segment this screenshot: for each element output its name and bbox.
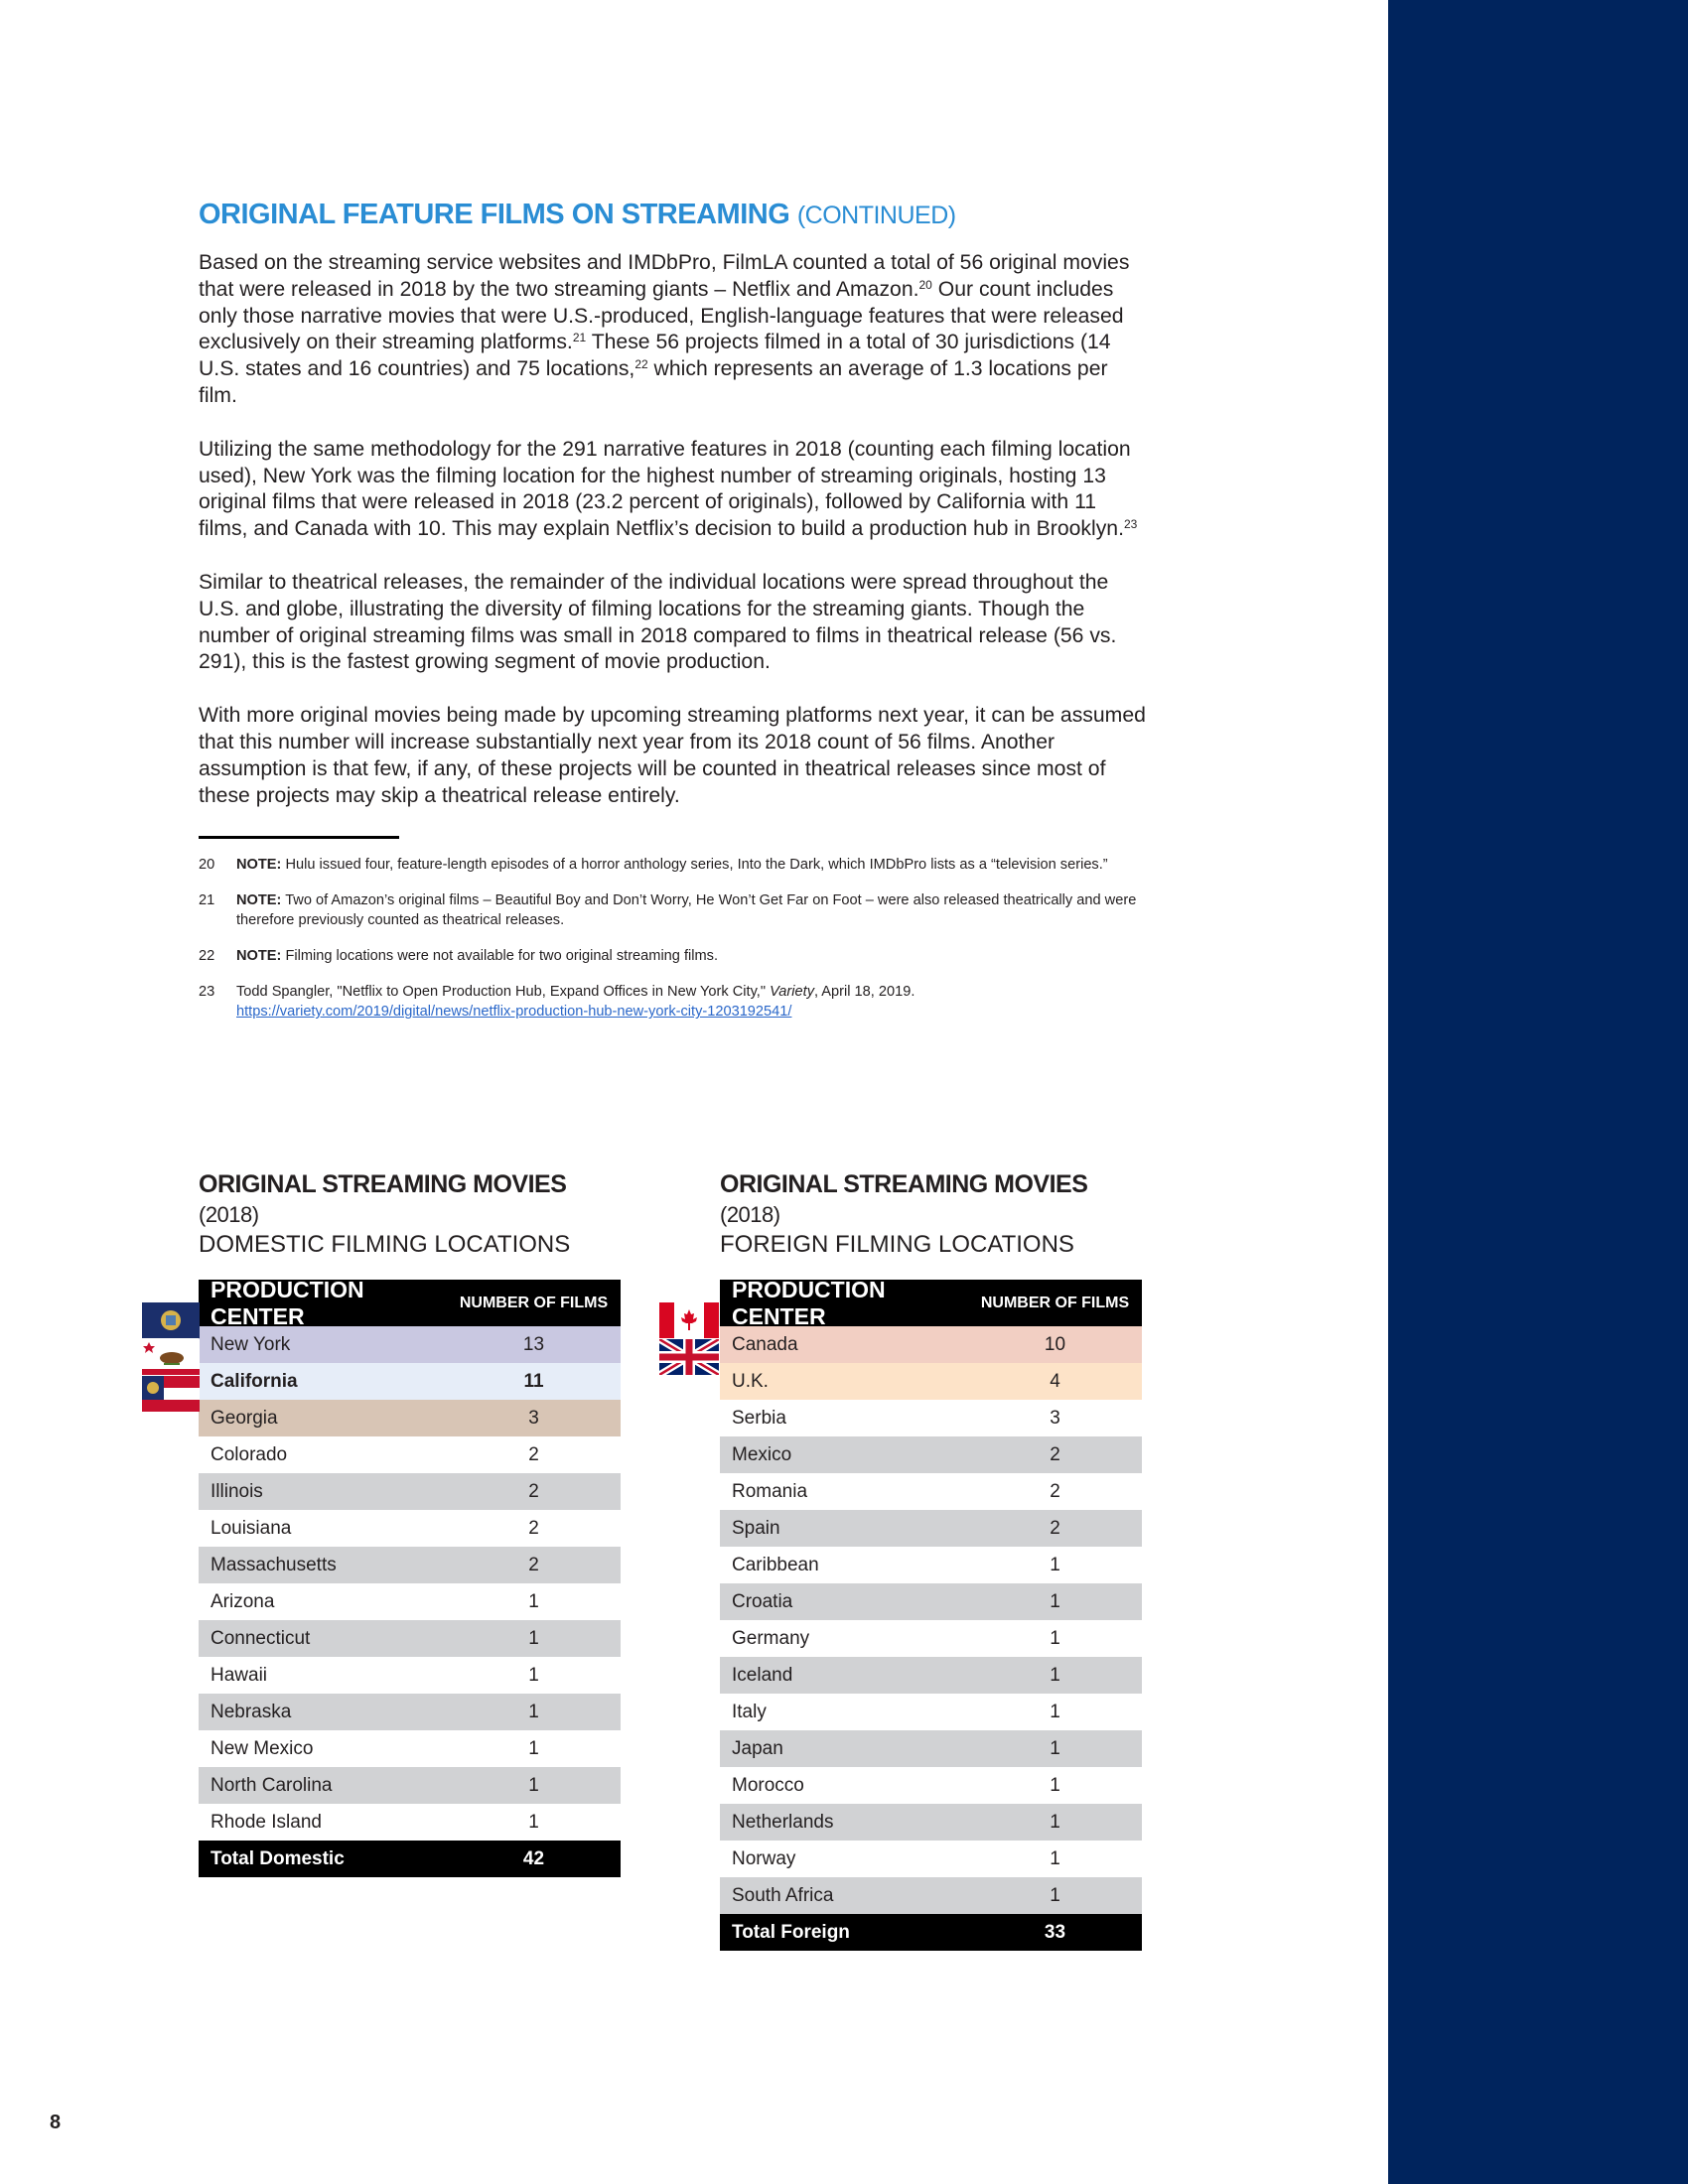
production-center-cell: Romania	[732, 1480, 808, 1502]
foreign-table-title: ORIGINAL STREAMING MOVIES (2018)	[720, 1170, 1088, 1227]
number-of-films-cell: 11	[523, 1370, 544, 1392]
production-center-cell: Connecticut	[211, 1627, 311, 1649]
number-of-films-cell: 13	[522, 1333, 545, 1355]
number-of-films-cell: 2	[1050, 1517, 1060, 1539]
paragraph-2	[199, 437, 1147, 543]
production-center-cell: Serbia	[732, 1407, 786, 1429]
table-row	[199, 1547, 621, 1583]
foreign-table-subtitle: FOREIGN FILMING LOCATIONS	[720, 1231, 1074, 1258]
heading-continued: (CONTINUED)	[796, 202, 956, 229]
footnote-label: NOTE:	[236, 857, 282, 874]
navy-sidebar-band	[1388, 0, 1688, 2184]
production-center-cell: California	[211, 1370, 298, 1392]
domestic-total-row	[199, 1841, 621, 1877]
canada-flag-icon	[659, 1302, 719, 1338]
california-flag-icon	[142, 1339, 200, 1375]
number-of-films-cell: 1	[528, 1737, 539, 1759]
number-of-films-cell: 4	[1050, 1370, 1060, 1392]
new-york-flag-icon	[142, 1302, 200, 1338]
number-of-films-cell: 3	[528, 1407, 539, 1429]
page-number: 8	[50, 2112, 62, 2133]
footnote-ref-20: 20	[918, 277, 932, 292]
footnote-ref-23: 23	[1123, 517, 1138, 532]
table-row	[199, 1657, 621, 1694]
table-row	[720, 1841, 1142, 1877]
production-center-cell: Illinois	[211, 1480, 263, 1502]
footnote-23	[199, 982, 1147, 1022]
production-center-cell: North Carolina	[211, 1774, 333, 1796]
production-center-cell: South Africa	[732, 1884, 834, 1906]
number-of-films-cell: 1	[1050, 1554, 1060, 1575]
footnote-text: Two of Amazon’s original films – Beautiful Boy and Don’t Worry, He Won’t Get Far on Foot – were also released theatrically and were therefore previously counted as theatrical releases.	[236, 892, 1137, 929]
column-header-production-center: PRODUCTION CENTER	[211, 1276, 364, 1329]
footnote-date: , April 18, 2019.	[814, 984, 915, 1001]
foreign-total-row	[720, 1914, 1142, 1951]
number-of-films-cell: 10	[1044, 1333, 1066, 1355]
production-center-cell: U.K.	[732, 1370, 769, 1392]
table-row	[199, 1767, 621, 1804]
footnote-divider	[199, 836, 399, 839]
number-of-films-cell: 1	[1050, 1884, 1060, 1906]
number-of-films-cell: 1	[1050, 1627, 1060, 1649]
number-of-films-cell: 1	[1050, 1774, 1060, 1796]
footnote-ref-21: 21	[572, 331, 587, 345]
production-center-cell: Colorado	[211, 1443, 288, 1465]
number-of-films-cell: 1	[528, 1627, 539, 1649]
table-row	[199, 1473, 621, 1510]
table-row	[720, 1363, 1142, 1400]
table-row	[720, 1400, 1142, 1436]
domestic-table-header	[199, 1276, 621, 1329]
p2-text: Utilizing the same methodology for the 291 narrative features in 2018 (counting each filming location used), New York was the filming location for the highest number of streaming originals, hosting 13 original films that were released in 2018 (23.2 percent of originals), followed by California with 11 films, and Canada with 10. This may explain Netflix’s decision to build a production hub in Brooklyn.	[199, 437, 1131, 541]
number-of-films-cell: 2	[528, 1554, 539, 1575]
table-row	[720, 1436, 1142, 1473]
footnote-text: Filming locations were not available for two original streaming films.	[281, 948, 719, 965]
number-of-films-cell: 2	[528, 1443, 539, 1465]
number-of-films-cell: 1	[1050, 1737, 1060, 1759]
table-row	[720, 1583, 1142, 1620]
footnote-text: Hulu issued four, feature-length episodes of a horror anthology series, Into the Dark, which IMDbPro lists as a “television series.”	[281, 857, 1108, 874]
foreign-table-block	[720, 1169, 1142, 1951]
number-of-films-cell: 2	[1050, 1443, 1060, 1465]
paragraph-3: Similar to theatrical releases, the remainder of the individual locations were spread throughout the U.S. and globe, illustrating the diversity of filming locations for the streaming giants. Though the number of original streaming films was small in 2018 compared to films in theatrical release (56 vs. 291), this is the fastest growing segment of movie production.	[199, 570, 1117, 674]
table-row	[199, 1400, 621, 1436]
table-row	[720, 1510, 1142, 1547]
footnote-number: 20	[199, 857, 215, 874]
column-header-number-of-films: NUMBER OF FILMS	[459, 1294, 609, 1311]
united-kingdom-flag-icon	[659, 1339, 719, 1375]
table-row	[720, 1804, 1142, 1841]
total-value: 33	[1044, 1921, 1066, 1943]
table-row	[720, 1694, 1142, 1730]
table-row	[720, 1326, 1142, 1363]
production-center-cell: Georgia	[211, 1407, 278, 1429]
p1-part-b: Our count includes only those narrative movies that were U.S.-produced, English-language features that were released exclusively on their streaming platforms.	[199, 277, 1124, 354]
number-of-films-cell: 1	[1050, 1701, 1060, 1722]
number-of-films-cell: 1	[528, 1774, 539, 1796]
domestic-table-subtitle: DOMESTIC FILMING LOCATIONS	[199, 1231, 571, 1258]
production-center-cell: Croatia	[732, 1590, 793, 1612]
footnote-22	[199, 946, 1147, 966]
number-of-films-cell: 2	[528, 1517, 539, 1539]
production-center-cell: New Mexico	[211, 1737, 314, 1759]
foreign-table-year: (2018)	[720, 1202, 780, 1227]
production-center-cell: New York	[211, 1333, 291, 1355]
production-center-cell: Hawaii	[211, 1664, 268, 1686]
table-row	[199, 1510, 621, 1547]
table-row	[720, 1620, 1142, 1657]
number-of-films-cell: 1	[1050, 1847, 1060, 1869]
production-center-cell: Japan	[732, 1737, 783, 1759]
production-center-cell: Morocco	[732, 1774, 804, 1796]
table-row	[199, 1730, 621, 1767]
production-center-cell: Netherlands	[732, 1811, 834, 1833]
paragraph-4: With more original movies being made by upcoming streaming platforms next year, it can be assumed that this number will increase substantially next year from its 2018 count of 56 films. Another assumption is that few, if any, of these projects will be counted in theatrical releases since most of these projects may skip a theatrical release entirely.	[199, 704, 1146, 807]
footnote-21	[199, 890, 1147, 930]
main-content	[199, 199, 1147, 1022]
footnote-text: Todd Spangler, "Netflix to Open Production Hub, Expand Offices in New York City,"	[236, 984, 771, 1001]
table-row	[199, 1583, 621, 1620]
table-row	[199, 1436, 621, 1473]
footnote-label: NOTE:	[236, 892, 282, 909]
table-row	[720, 1547, 1142, 1583]
column-header-production-center: PRODUCTION CENTER	[732, 1276, 886, 1329]
number-of-films-cell: 1	[528, 1701, 539, 1722]
footnote-number: 23	[199, 984, 215, 1001]
footnote-ref-22: 22	[634, 357, 648, 372]
production-center-cell: Spain	[732, 1517, 780, 1539]
production-center-cell: Iceland	[732, 1664, 793, 1686]
production-center-cell: Caribbean	[732, 1554, 819, 1575]
p1-part-c: These 56 projects filmed in a total of 30 jurisdictions (14 U.S. states and 16 countries) and 75 locations,	[199, 331, 1111, 381]
production-center-cell: Germany	[732, 1627, 810, 1649]
footnote-label: NOTE:	[236, 948, 282, 965]
number-of-films-cell: 1	[1050, 1664, 1060, 1686]
number-of-films-cell: 1	[528, 1664, 539, 1686]
domestic-table-title: ORIGINAL STREAMING MOVIES (2018)	[199, 1170, 567, 1227]
production-center-cell: Arizona	[211, 1590, 275, 1612]
table-row	[720, 1877, 1142, 1914]
number-of-films-cell: 2	[528, 1480, 539, 1502]
variety-article-link[interactable]: https://variety.com/2019/digital/news/netflix-production-hub-new-york-city-1203192541/	[236, 1004, 792, 1021]
heading-main: ORIGINAL FEATURE FILMS ON STREAMING	[199, 199, 790, 230]
table-row	[199, 1363, 621, 1400]
production-center-cell: Italy	[732, 1701, 767, 1722]
table-row	[199, 1620, 621, 1657]
table-row	[720, 1473, 1142, 1510]
number-of-films-cell: 1	[1050, 1811, 1060, 1833]
production-center-cell: Massachusetts	[211, 1554, 337, 1575]
georgia-flag-icon	[142, 1376, 200, 1412]
table-row	[199, 1326, 621, 1363]
domestic-table-block	[199, 1169, 621, 1877]
number-of-films-cell: 3	[1050, 1407, 1060, 1429]
number-of-films-cell: 1	[1050, 1590, 1060, 1612]
production-center-cell: Mexico	[732, 1443, 792, 1465]
table-row	[199, 1804, 621, 1841]
paragraph-1	[199, 250, 1147, 410]
section-heading	[199, 199, 1147, 231]
number-of-films-cell: 1	[528, 1811, 539, 1833]
table-row	[199, 1694, 621, 1730]
production-center-cell: Rhode Island	[211, 1811, 322, 1833]
domestic-table-body	[199, 1326, 621, 1841]
column-header-number-of-films: NUMBER OF FILMS	[980, 1294, 1130, 1311]
table-row	[720, 1730, 1142, 1767]
production-center-cell: Norway	[732, 1847, 796, 1869]
foreign-table-body	[720, 1326, 1142, 1914]
table-row	[720, 1657, 1142, 1694]
table-row	[720, 1767, 1142, 1804]
p1-part-a: Based on the streaming service websites and IMDbPro, FilmLA counted a total of 56 original movies that were released in 2018 by the two streaming giants – Netflix and Amazon.	[199, 251, 1130, 301]
production-center-cell: Louisiana	[211, 1517, 292, 1539]
production-center-cell: Canada	[732, 1333, 798, 1355]
p1-part-d: which represents an average of 1.3 locations per film.	[199, 357, 1108, 407]
footnote-20	[199, 855, 1147, 875]
total-label: Total Foreign	[732, 1921, 850, 1943]
footnote-number: 21	[199, 892, 215, 909]
footnote-journal: Variety	[770, 984, 814, 1001]
number-of-films-cell: 2	[1050, 1480, 1060, 1502]
foreign-table-header	[720, 1276, 1142, 1329]
number-of-films-cell: 1	[528, 1590, 539, 1612]
production-center-cell: Nebraska	[211, 1701, 292, 1722]
footnote-number: 22	[199, 948, 215, 965]
domestic-table-year: (2018)	[199, 1202, 259, 1227]
total-label: Total Domestic	[211, 1847, 345, 1869]
total-value: 42	[522, 1847, 545, 1869]
